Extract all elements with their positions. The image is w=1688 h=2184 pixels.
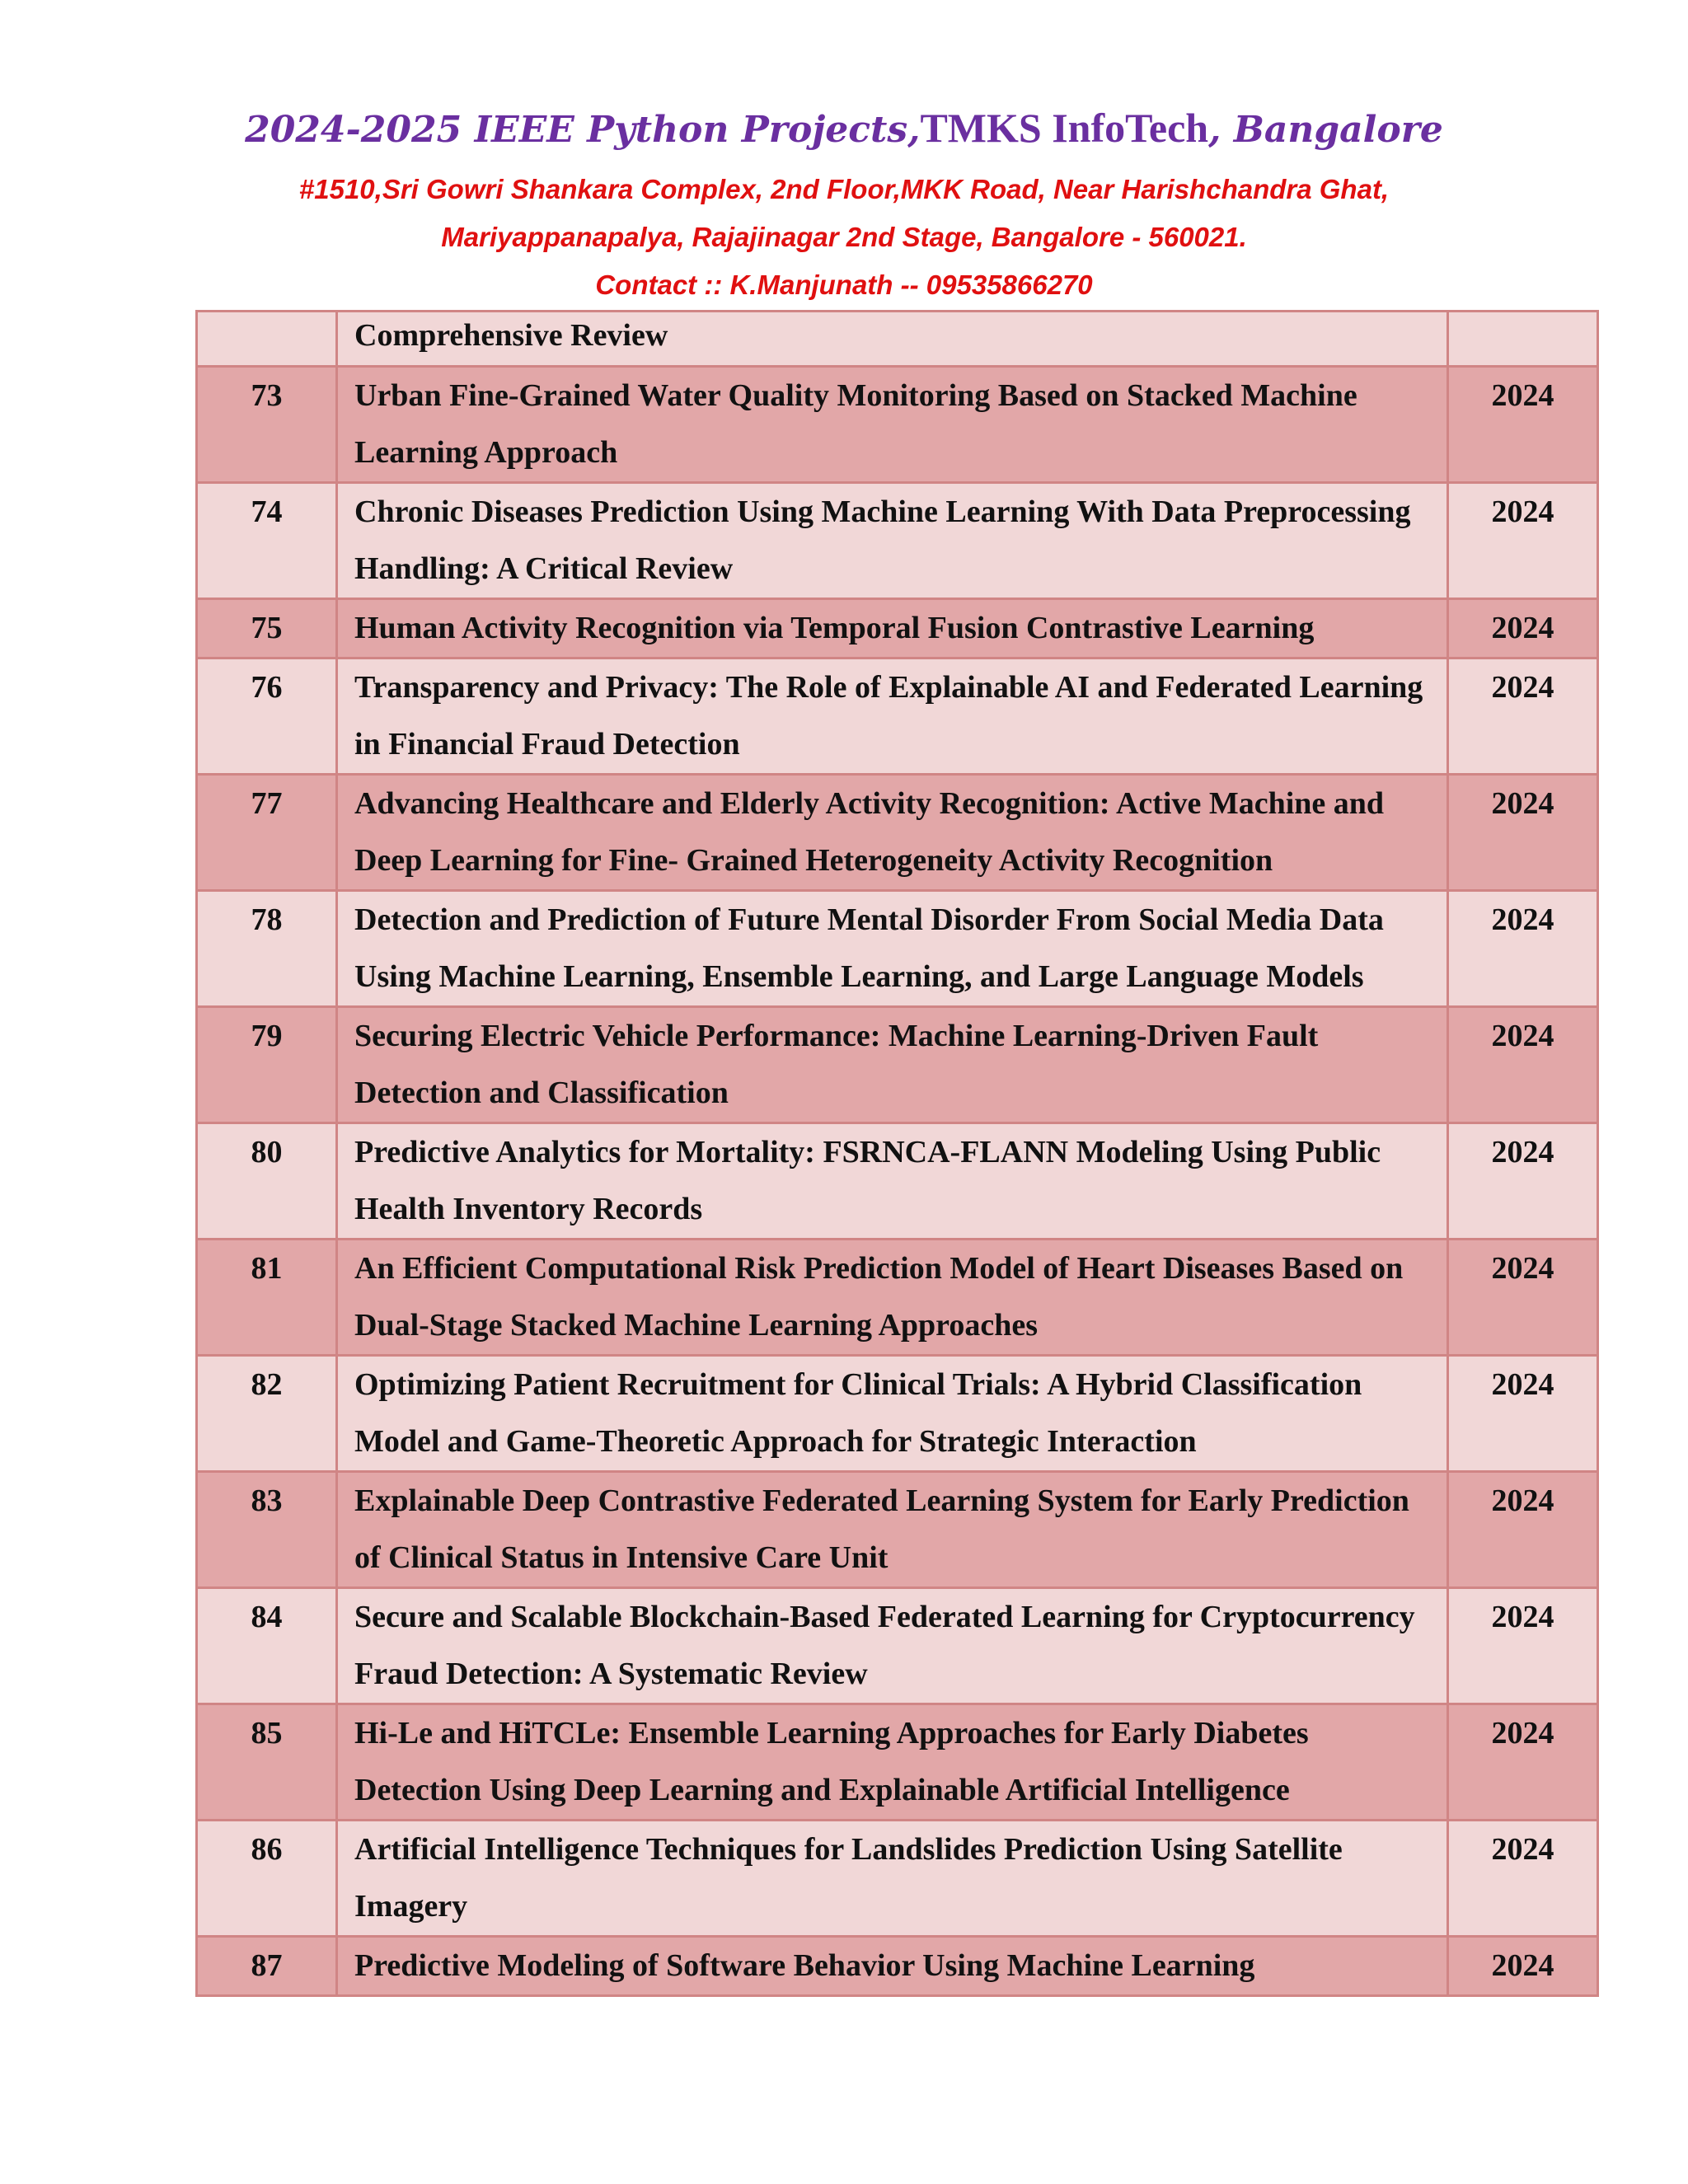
project-year (1448, 312, 1598, 367)
project-title: Human Activity Recognition via Temporal Fusion Contrastive Learning (337, 599, 1448, 658)
row-number: 79 (197, 1007, 337, 1123)
project-title: Transparency and Privacy: The Role of Explainable AI and Federated Learning in Financial Fraud Detection (337, 658, 1448, 775)
row-number: 83 (197, 1472, 337, 1588)
project-year: 2024 (1448, 658, 1598, 775)
project-title: Predictive Analytics for Mortality: FSRNCA-FLANN Modeling Using Public Health Inventory Records (337, 1123, 1448, 1240)
project-title: Hi-Le and HiTCLe: Ensemble Learning Approaches for Early Diabetes Detection Using Deep Learning and Explainable Artificial Intelligence (337, 1704, 1448, 1821)
address-line-2: Mariyappanapalya, Rajajinagar 2nd Stage, Bangalore - 560021. (441, 222, 1247, 252)
projects-table (195, 310, 1599, 1997)
table-row (197, 1472, 1598, 1588)
table-row (197, 1240, 1598, 1356)
row-number: 86 (197, 1821, 337, 1937)
project-title: Predictive Modeling of Software Behavior Using Machine Learning (337, 1937, 1448, 1996)
table-row (197, 775, 1598, 891)
project-title: Advancing Healthcare and Elderly Activity Recognition: Active Machine and Deep Learning for Fine- Grained Heterogeneity Activity Recognition (337, 775, 1448, 891)
row-number: 78 (197, 891, 337, 1007)
row-number: 75 (197, 599, 337, 658)
project-title: Urban Fine-Grained Water Quality Monitoring Based on Stacked Machine Learning Approach (337, 367, 1448, 483)
row-number: 82 (197, 1356, 337, 1472)
project-year: 2024 (1448, 1472, 1598, 1588)
title-suffix: , Bangalore (1208, 109, 1443, 151)
table-row (197, 483, 1598, 599)
row-number: 74 (197, 483, 337, 599)
project-year: 2024 (1448, 1704, 1598, 1821)
project-title: Securing Electric Vehicle Performance: Machine Learning-Driven Fault Detection and Classification (337, 1007, 1448, 1123)
row-number: 87 (197, 1937, 337, 1996)
title-prefix: 2024-2025 IEEE Python Projects, (245, 109, 921, 151)
project-year: 2024 (1448, 775, 1598, 891)
project-year: 2024 (1448, 1240, 1598, 1356)
table-row (197, 599, 1598, 658)
table-row (197, 1356, 1598, 1472)
table-row (197, 1123, 1598, 1240)
project-year: 2024 (1448, 891, 1598, 1007)
address-line-1: #1510,Sri Gowri Shankara Complex, 2nd Floor,MKK Road, Near Harishchandra Ghat, (298, 174, 1390, 204)
project-year: 2024 (1448, 1937, 1598, 1996)
row-number: 73 (197, 367, 337, 483)
project-year: 2024 (1448, 1356, 1598, 1472)
table-row (197, 1937, 1598, 1996)
project-title: Secure and Scalable Blockchain-Based Federated Learning for Cryptocurrency Fraud Detection: A Systematic Review (337, 1588, 1448, 1704)
project-title: Optimizing Patient Recruitment for Clinical Trials: A Hybrid Classification Model and Game-Theoretic Approach for Strategic Interaction (337, 1356, 1448, 1472)
row-number: 76 (197, 658, 337, 775)
project-title: Chronic Diseases Prediction Using Machine Learning With Data Preprocessing Handling: A Critical Review (337, 483, 1448, 599)
row-number (197, 312, 337, 367)
project-year: 2024 (1448, 367, 1598, 483)
row-number: 85 (197, 1704, 337, 1821)
project-year: 2024 (1448, 1123, 1598, 1240)
title-brand: TMKS InfoTech (920, 105, 1209, 151)
table-row (197, 1007, 1598, 1123)
project-title: An Efficient Computational Risk Prediction Model of Heart Diseases Based on Dual-Stage Stacked Machine Learning Approaches (337, 1240, 1448, 1356)
page-title (0, 99, 1688, 159)
project-year: 2024 (1448, 1821, 1598, 1937)
project-year: 2024 (1448, 599, 1598, 658)
project-year: 2024 (1448, 1588, 1598, 1704)
row-number: 80 (197, 1123, 337, 1240)
table-row (197, 367, 1598, 483)
page-header (0, 99, 1688, 309)
row-number: 77 (197, 775, 337, 891)
table-row (197, 1588, 1598, 1704)
table-row (197, 1821, 1598, 1937)
table-row (197, 312, 1598, 367)
project-title: Comprehensive Review (337, 312, 1448, 367)
row-number: 84 (197, 1588, 337, 1704)
project-title: Artificial Intelligence Techniques for Landslides Prediction Using Satellite Imagery (337, 1821, 1448, 1937)
project-title: Explainable Deep Contrastive Federated Learning System for Early Prediction of Clinical Status in Intensive Care Unit (337, 1472, 1448, 1588)
contact-line: Contact :: K.Manjunath -- 09535866270 (595, 269, 1093, 300)
table-row (197, 1704, 1598, 1821)
project-title: Detection and Prediction of Future Mental Disorder From Social Media Data Using Machine Learning, Ensemble Learning, and Large Language Models (337, 891, 1448, 1007)
table-row (197, 891, 1598, 1007)
project-year: 2024 (1448, 1007, 1598, 1123)
project-year: 2024 (1448, 483, 1598, 599)
row-number: 81 (197, 1240, 337, 1356)
table-row (197, 658, 1598, 775)
